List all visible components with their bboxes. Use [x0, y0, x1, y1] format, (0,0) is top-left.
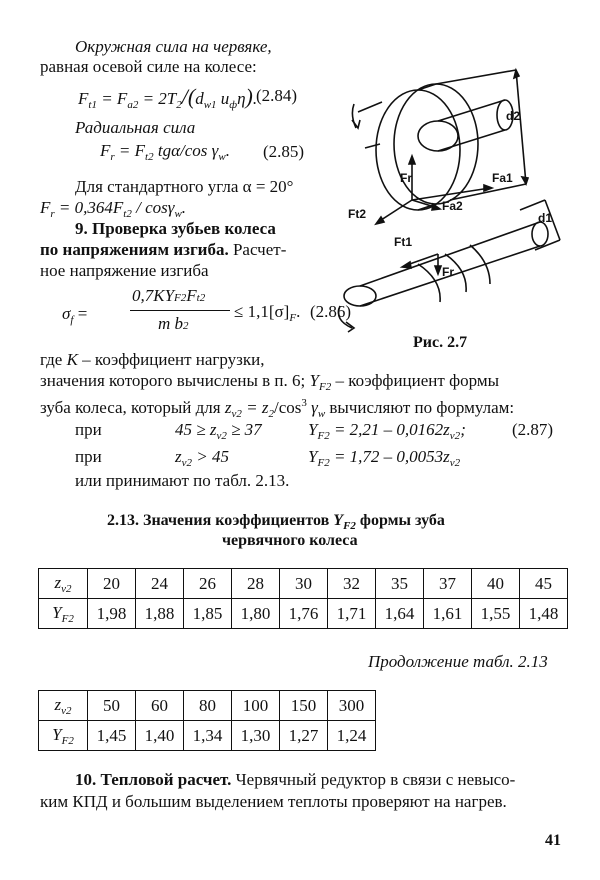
equation-2-84: $F_{t1} = F_{a2} = 2T_2/(d_{w1}$ $u_ф\eta$).	[78, 84, 258, 111]
z-cell: 28	[232, 569, 280, 599]
table-row-y	[39, 599, 568, 629]
y-cell: 1,27	[280, 721, 328, 751]
intro-line-2: равная осевой силе на колесе:	[40, 57, 257, 76]
z-cell: 80	[184, 691, 232, 721]
row-label-z: $z_{v2}$	[39, 691, 88, 721]
y-cell: 1,80	[232, 599, 280, 629]
z-cell: 26	[184, 569, 232, 599]
row-label-z: $z_{v2}$	[39, 569, 88, 599]
z-cell: 50	[88, 691, 136, 721]
y-cell: 1,55	[472, 599, 520, 629]
label-d1: d1	[538, 211, 553, 225]
k-line-2: значения которого вычислены в п. 6; $Y_{F2}$ – коэффициент формы	[40, 371, 500, 393]
z-cell: 40	[472, 569, 520, 599]
standard-angle-line: Для стандартного угла α = 20°	[75, 177, 294, 196]
y-cell: 1,85	[184, 599, 232, 629]
formula-row-2: $Y_{F2} = 1,72 - 0,0053z_{v2}$	[308, 447, 461, 469]
z-cell: 100	[232, 691, 280, 721]
table-title-line-1: 2.13. Значения коэффициентов $Y_{F2}$ формы зуба	[107, 512, 445, 532]
standard-angle-formula: $F_r = 0,364F_{t2} / \cos\gamma_w$.	[40, 198, 187, 220]
force-fr-top-head	[409, 156, 415, 164]
z-cell: 32	[328, 569, 376, 599]
equation-number-2-87: (2.87)	[512, 420, 554, 439]
equation-2-86-lhs: $\sigma_f$ =	[62, 304, 88, 326]
section-10-line-2: ким КПД и большим выделением теплоты проверяют на нагрев.	[40, 792, 507, 811]
equation-2-86-rhs: ≤ $1,1[\sigma]_F$.	[234, 302, 301, 324]
label-fr-top: Fr	[400, 171, 412, 185]
condition-row-1-label: при	[75, 420, 102, 439]
table-continuation-label: Продолжение табл. 2.13	[368, 652, 548, 671]
section-10-heading: 10. Тепловой расчет. Червячный редуктор в связи с невысо-	[75, 770, 516, 789]
y-cell: 1,98	[88, 599, 136, 629]
row-label-y: $Y_{F2}$	[39, 599, 88, 629]
worm-gear-figure	[330, 40, 580, 340]
table-row-z	[39, 569, 568, 599]
table-row-z-continued	[39, 691, 376, 721]
row-label-y: $Y_{F2}$	[39, 721, 88, 751]
radial-force-title: Радиальная сила	[75, 118, 196, 137]
label-fr-bottom: Fr	[442, 265, 454, 279]
z-cell: 300	[328, 691, 376, 721]
coefficient-table	[38, 568, 568, 629]
equation-number-2-84: (2.84)	[256, 86, 298, 105]
condition-row-2-label: при	[75, 447, 102, 466]
y-cell: 1,88	[136, 599, 184, 629]
equation-number-2-85: (2.85)	[263, 142, 305, 161]
figure-caption: Рис. 2.7	[413, 334, 468, 351]
z-cell: 20	[88, 569, 136, 599]
force-fr-bottom-head	[435, 266, 441, 274]
k-line-3: зуба колеса, который для $z_{v2} = z_2/\cos^3$ $\gamma_w$ вычисляют по формулам:	[40, 397, 515, 420]
fraction-numerator: 0,7KYF2Ft2	[132, 286, 206, 305]
fraction-bar	[130, 310, 230, 311]
y-cell: 1,40	[136, 721, 184, 751]
y-cell: 1,64	[376, 599, 424, 629]
y-cell: 1,24	[328, 721, 376, 751]
equation-2-86-fraction	[130, 286, 230, 336]
label-ft2: Ft2	[348, 207, 366, 221]
section-9-line-2: по напряжениям изгиба. Расчет-	[40, 240, 287, 259]
table-reference-line: или принимают по табл. 2.13.	[75, 471, 290, 490]
table-row-y-continued	[39, 721, 376, 751]
wheel-left-shaft	[358, 102, 382, 148]
intro-line-1: Окружная сила на червяке,	[75, 37, 272, 56]
y-cell: 1,61	[424, 599, 472, 629]
y-cell: 1,76	[280, 599, 328, 629]
section-9-heading: 9. Проверка зубьев колеса	[75, 219, 276, 238]
z-cell: 45	[520, 569, 568, 599]
page-number: 41	[545, 832, 561, 849]
z-cell: 37	[424, 569, 472, 599]
z-cell: 150	[280, 691, 328, 721]
label-ft1: Ft1	[394, 235, 412, 249]
wheel-rear-face	[394, 84, 478, 204]
worm-right-end	[532, 222, 548, 246]
k-line-1: где K – коэффициент нагрузки,	[40, 350, 265, 369]
z-cell: 35	[376, 569, 424, 599]
fraction-denominator: m b2	[158, 314, 189, 333]
section-9-line-3: ное напряжение изгиба	[40, 261, 209, 280]
force-ft2	[378, 200, 412, 222]
equation-2-85: $F_r = F_{t2}$ tgα/cos $\gamma_w$.	[100, 141, 230, 163]
force-fa1-head	[484, 185, 492, 191]
condition-row-1: $45 \ge z_{v2} \ge 37$	[175, 420, 262, 442]
d2-dimension-line	[516, 70, 526, 184]
y-cell: 1,48	[520, 599, 568, 629]
label-fa1: Fa1	[492, 171, 513, 185]
label-fa2: Fa2	[442, 199, 463, 213]
table-title-line-2: червячного колеса	[222, 532, 358, 549]
formula-row-1: $Y_{F2} = 2,21 - 0,0162z_{v2}$;	[308, 420, 466, 442]
worm-outline	[360, 222, 540, 306]
wheel-rim-edges	[418, 84, 436, 210]
y-cell: 1,34	[184, 721, 232, 751]
label-d2: d2	[506, 109, 521, 123]
z-cell: 30	[280, 569, 328, 599]
coefficient-table-continued	[38, 690, 376, 751]
condition-row-2: $z_{v2} > 45$	[175, 447, 229, 469]
y-cell: 1,30	[232, 721, 280, 751]
z-cell: 24	[136, 569, 184, 599]
force-ft1-head	[402, 262, 411, 268]
z-cell: 60	[136, 691, 184, 721]
y-cell: 1,45	[88, 721, 136, 751]
worm-threads	[418, 245, 490, 302]
equation-number-2-86: (2.86)	[310, 302, 352, 321]
y-cell: 1,71	[328, 599, 376, 629]
